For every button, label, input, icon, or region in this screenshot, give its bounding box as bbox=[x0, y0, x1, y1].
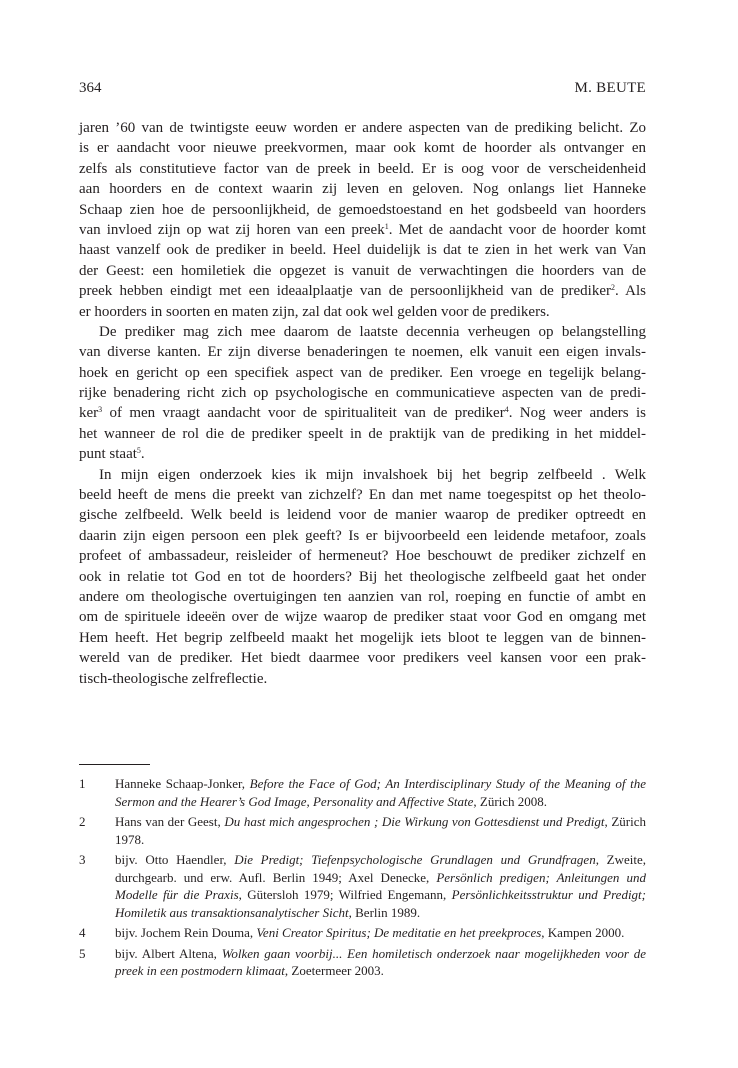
text-segment: . Als bbox=[614, 283, 646, 300]
text-line bbox=[79, 403, 646, 423]
footnote-number: 2 bbox=[79, 814, 86, 829]
text-line bbox=[79, 281, 646, 301]
text-line: is er aandacht voor nieuwe preekvormen, maar ook komt de hoorder als ontvanger en bbox=[79, 140, 646, 157]
footnote-number: 3 bbox=[79, 852, 86, 867]
footnote bbox=[79, 813, 646, 848]
footnote-ref[interactable]: 2 bbox=[610, 283, 615, 293]
footnote-text: , Zürich 2008. bbox=[473, 793, 548, 809]
footnote-number: 5 bbox=[79, 945, 86, 961]
text-line: profeet of ambassadeur, reisleider of hermeneut? Hoe beschouwt de prediker zichzelf en bbox=[79, 548, 646, 565]
text-line: hoek en gericht op een specifiek aspect van de prediker. Een vroege en tegelijk belang- bbox=[79, 364, 646, 381]
text-segment: van invloed zijn op wat zij horen van een preek bbox=[79, 221, 385, 238]
footnote-ref[interactable]: 4 bbox=[504, 405, 509, 415]
text-line: gische zelfbeeld. Welk beeld is leidend voor de manier waarop de prediker optreedt en bbox=[79, 507, 646, 524]
text-line: wereld van de prediker. Het biedt daarmee voor predikers veel kansen voor een prak- bbox=[79, 650, 646, 667]
text-line bbox=[79, 220, 646, 240]
text-line: er hoorders in soorten en maten zijn, zal dat ook wel gelden voor de predikers. bbox=[79, 303, 550, 320]
text-line: ook in relatie tot God en tot de hoorders? Bij het theologische zelfbeeld gaat het onder bbox=[79, 568, 646, 585]
text-line: daarin zijn eigen persoon een plek geeft? Is er bijvoorbeeld een leidende metafoor, zoals bbox=[79, 527, 646, 544]
footnote-title: Die Predigt; Tiefenpsychologische Grundlagen und Grundfragen bbox=[234, 852, 596, 867]
text-line: Schaap zien hoe de persoonlijkheid, de gemoedstoestand en het godsbeeld van hoorders bbox=[79, 201, 646, 218]
footnote-title: Veni Creator Spiritus; De meditatie en het preekproces bbox=[256, 925, 542, 940]
text-line: Hem heeft. Het begrip zelfbeeld maakt het mogelijk iets bloot te leggen van de binnen- bbox=[79, 629, 646, 646]
text-segment: preek hebben eindigt met een ideaalplaatje van de persoonlijkheid van de prediker bbox=[79, 283, 611, 300]
text-line: zelfs als constitutieve factor van de preek in beeld. Er is oog voor de verscheidenheid bbox=[79, 160, 646, 177]
footnote-text: bijv. Albert Altena, bbox=[115, 945, 222, 961]
footnote-ref[interactable]: 3 bbox=[98, 405, 103, 415]
body-text bbox=[79, 118, 646, 689]
paragraph bbox=[79, 322, 646, 465]
footnote-number: 1 bbox=[79, 776, 86, 791]
footnote-ref[interactable]: 1 bbox=[384, 221, 389, 231]
paragraph bbox=[79, 118, 646, 322]
footnote-number: 4 bbox=[79, 925, 86, 940]
footnotes bbox=[79, 775, 646, 983]
footnote bbox=[79, 851, 646, 921]
footnote bbox=[79, 945, 646, 980]
text-line: andere om theologische overtuigingen ten aanzien van rol, roeping en functie of ambt en bbox=[79, 588, 646, 605]
text-line: het wanneer de rol die de prediker speelt in de praktijk van de prediking in het middel- bbox=[79, 425, 646, 442]
text-segment: . bbox=[140, 446, 145, 463]
text-line: In mijn eigen onderzoek kies ik mijn invalshoek bij het begrip zelfbeeld . Welk bbox=[99, 466, 646, 483]
footnote-title: Persönlich predigen; Anleitungen und Modelle für die Praxis bbox=[115, 869, 646, 902]
text-line: aan hoorders en de context waarin zij leven en geloven. Nog onlangs liet Hanneke bbox=[79, 181, 646, 198]
footnote bbox=[79, 775, 646, 810]
text-line: haast vanzelf ook de prediker in beeld. Heel duidelijk is dat te zien in het werk van Van bbox=[79, 242, 646, 259]
footnote-text: , Gütersloh 1979; Wilfried Engemann, bbox=[238, 887, 452, 902]
footnote-text: , Zürich 1978. bbox=[115, 814, 646, 847]
text-line: beeld heeft de mens die preekt van zichzelf? En dan met name toegespitst op het theolo- bbox=[79, 487, 646, 504]
footnote-separator bbox=[79, 764, 150, 765]
text-segment: . Nog weer anders is bbox=[508, 405, 646, 422]
footnote-text: , Berlin 1989. bbox=[348, 904, 421, 920]
text-line: De prediker mag zich mee daarom de laatste decennia verheugen op belangstelling bbox=[99, 323, 646, 340]
text-line: van diverse kanten. Er zijn diverse benaderingen te noemen, elk vanuit een eigen invals- bbox=[79, 344, 646, 361]
footnote-text: Hanneke Schaap-Jonker, bbox=[115, 776, 250, 791]
text-segment: ker bbox=[79, 405, 99, 422]
text-line: om de spirituele ideeën over de wijze waarop de prediker staat voor God en omgang met bbox=[79, 609, 646, 626]
footnote-text: bijv. Otto Haendler, bbox=[115, 852, 235, 867]
footnote-text: bijv. Jochem Rein Douma, bbox=[115, 925, 257, 940]
running-head-author: M. BEUTE bbox=[574, 80, 646, 96]
footnote-text: Hans van der Geest, bbox=[115, 814, 225, 829]
footnote-title: Wolken gaan voorbij... Een homiletisch onderzoek naar mogelijkheden voor de preek in een postmodern klimaat bbox=[115, 945, 646, 978]
text-line: tisch-theologische zelfreflectie. bbox=[79, 670, 268, 687]
page-number: 364 bbox=[79, 80, 102, 96]
footnote-title: Persönlichkeitsstruktur und Predigt; Homiletik aus transaktionsanalytischer Sicht bbox=[115, 887, 646, 920]
footnote-text: , Kampen 2000. bbox=[541, 925, 625, 940]
footnote-text: , Zoetermeer 2003. bbox=[284, 963, 384, 978]
text-segment: . Met de aandacht voor de hoorder komt bbox=[388, 221, 646, 238]
text-line bbox=[79, 444, 646, 464]
text-segment: punt staat bbox=[79, 446, 137, 463]
text-line: jaren ’60 van de twintigste eeuw worden er andere aspecten van de prediking belicht. Zo bbox=[79, 120, 646, 136]
text-segment: of men vraagt aandacht voor de spiritualiteit van de prediker bbox=[102, 405, 505, 422]
footnote-title: Du hast mich angesprochen ; Die Wirkung von Gottesdienst und Predigt bbox=[224, 814, 605, 829]
footnote-ref[interactable]: 5 bbox=[136, 446, 141, 456]
text-line: rijke benadering richt zich op psychologische en communicatieve aspecten van de predi- bbox=[79, 385, 646, 402]
footnote-text: , Zweite, durchgearb. und erw. Aufl. Berlin 1949; Axel Denecke, bbox=[115, 852, 646, 885]
footnote-title: Before the Face of God; An Interdisciplinary Study of the Meaning of the Sermon and the Hearer’s God Image, Personality and Affective State bbox=[115, 776, 646, 809]
paragraph bbox=[79, 465, 646, 689]
footnote bbox=[79, 924, 646, 942]
text-line: der Geest: een homiletiek die opgezet is vanuit de verwachtingen die hoorders van de bbox=[79, 262, 646, 279]
